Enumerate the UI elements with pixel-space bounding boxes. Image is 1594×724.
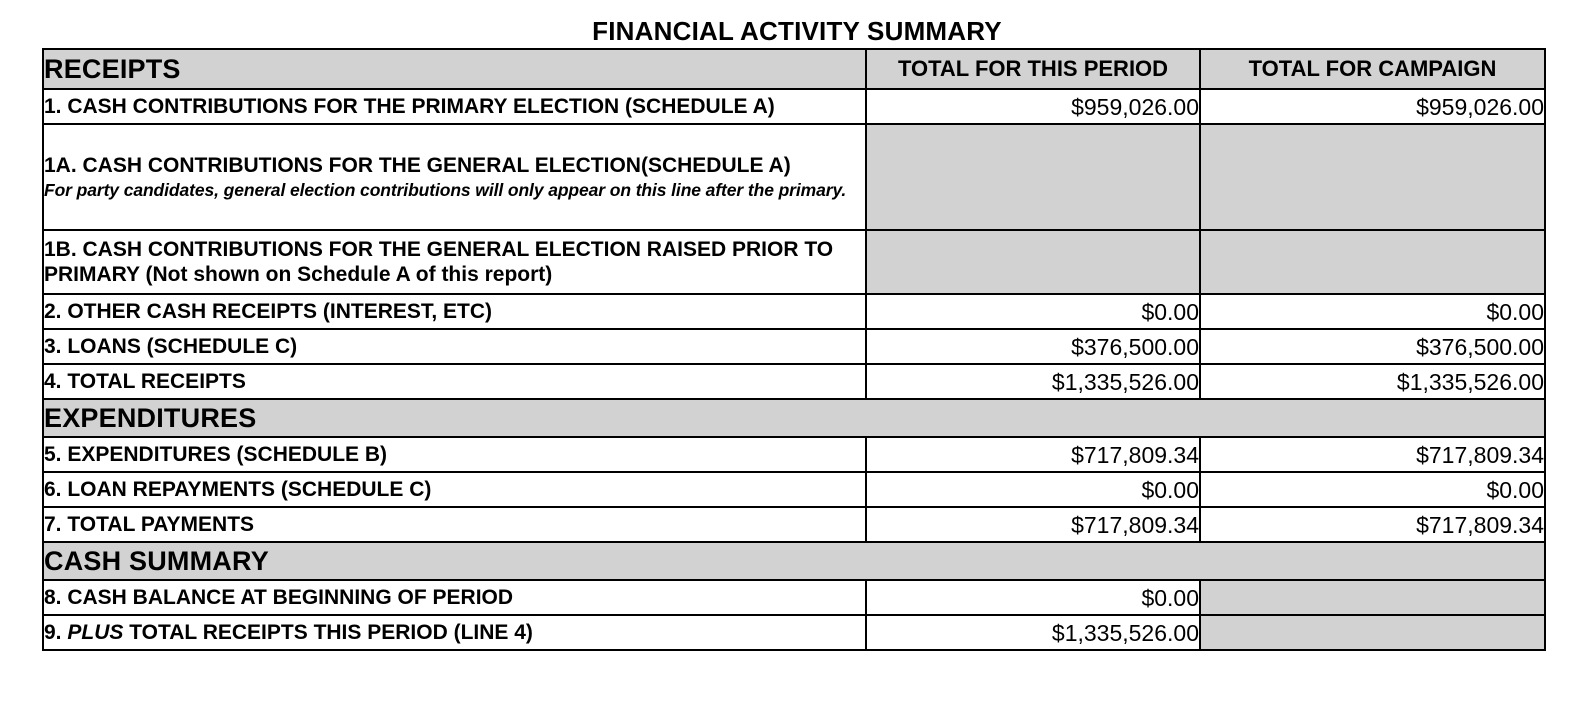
table-row — [43, 615, 1545, 650]
column-header-total-for-campaign: TOTAL FOR CAMPAIGN — [1200, 49, 1545, 89]
row-label-emphasis: PLUS — [67, 621, 124, 644]
page-title: FINANCIAL ACTIVITY SUMMARY — [592, 16, 1002, 46]
cell-total-for-this-period: $1,335,526.00 — [866, 364, 1200, 399]
cell-total-for-campaign — [1200, 580, 1545, 615]
cell-total-for-this-period — [866, 230, 1200, 294]
table-row — [43, 230, 1545, 294]
table-section-header-row — [43, 542, 1545, 580]
cell-total-for-this-period: $717,809.34 — [866, 507, 1200, 542]
cell-total-for-campaign: $0.00 — [1200, 294, 1545, 329]
row-label-text: 1B. CASH CONTRIBUTIONS FOR THE GENERAL ELECTION RAISED PRIOR TO PRIMARY (Not shown on Schedule A of this report) — [44, 238, 834, 286]
row-label-suffix: TOTAL RECEIPTS THIS PERIOD (LINE 4) — [123, 621, 533, 644]
row-label-text: 7. TOTAL PAYMENTS — [44, 513, 255, 536]
cell-total-for-this-period — [866, 124, 1200, 230]
cell-total-for-campaign: $376,500.00 — [1200, 329, 1545, 364]
row-label — [43, 507, 866, 542]
cell-total-for-campaign: $1,335,526.00 — [1200, 364, 1545, 399]
table-row — [43, 364, 1545, 399]
row-label — [43, 472, 866, 507]
row-label — [43, 615, 866, 650]
row-label — [43, 437, 866, 472]
cell-total-for-campaign: $717,809.34 — [1200, 437, 1545, 472]
table-section-header-row — [43, 399, 1545, 437]
row-label-text: 2. OTHER CASH RECEIPTS (INTEREST, ETC) — [44, 300, 493, 323]
row-label — [43, 124, 866, 230]
financial-activity-summary-table — [42, 48, 1546, 651]
column-header-receipts: RECEIPTS — [43, 49, 866, 89]
row-label-text: 8. CASH BALANCE AT BEGINNING OF PERIOD — [44, 586, 514, 609]
section-header-label: EXPENDITURES — [43, 399, 1545, 437]
row-label-text: 1. CASH CONTRIBUTIONS FOR THE PRIMARY ELECTION (SCHEDULE A) — [44, 95, 775, 118]
row-label-text: 4. TOTAL RECEIPTS — [44, 370, 246, 393]
table-row — [43, 329, 1545, 364]
cell-total-for-this-period: $0.00 — [866, 472, 1200, 507]
row-label-note: For party candidates, general election contributions will only appear on this line after the primary. — [44, 179, 847, 200]
table-row — [43, 124, 1545, 230]
row-label-text: 3. LOANS (SCHEDULE C) — [44, 335, 298, 358]
cell-total-for-campaign — [1200, 615, 1545, 650]
cell-total-for-this-period: $1,335,526.00 — [866, 615, 1200, 650]
table-row — [43, 89, 1545, 124]
cell-total-for-this-period: $717,809.34 — [866, 437, 1200, 472]
row-label — [43, 329, 866, 364]
row-label — [43, 89, 866, 124]
cell-total-for-campaign: $959,026.00 — [1200, 89, 1545, 124]
row-label-text: 6. LOAN REPAYMENTS (SCHEDULE C) — [44, 478, 432, 501]
cell-total-for-this-period: $0.00 — [866, 580, 1200, 615]
table-row — [43, 580, 1545, 615]
table-row — [43, 294, 1545, 329]
cell-total-for-campaign: $717,809.34 — [1200, 507, 1545, 542]
section-header-label: CASH SUMMARY — [43, 542, 1545, 580]
cell-total-for-campaign: $0.00 — [1200, 472, 1545, 507]
cell-total-for-this-period: $376,500.00 — [866, 329, 1200, 364]
row-label — [43, 294, 866, 329]
row-label-prefix: 9. — [44, 621, 68, 644]
table-row — [43, 472, 1545, 507]
column-header-total-for-this-period: TOTAL FOR THIS PERIOD — [866, 49, 1200, 89]
row-label — [43, 580, 866, 615]
cell-total-for-this-period: $0.00 — [866, 294, 1200, 329]
table-body — [43, 49, 1545, 650]
cell-total-for-campaign — [1200, 230, 1545, 294]
cell-total-for-campaign — [1200, 124, 1545, 230]
row-label — [43, 230, 866, 294]
table-header-row — [43, 49, 1545, 89]
row-label-text: 5. EXPENDITURES (SCHEDULE B) — [44, 443, 388, 466]
row-label-text: 1A. CASH CONTRIBUTIONS FOR THE GENERAL ELECTION(SCHEDULE A) — [44, 153, 791, 177]
table-row — [43, 507, 1545, 542]
table-row — [43, 437, 1545, 472]
cell-total-for-this-period: $959,026.00 — [866, 89, 1200, 124]
row-label — [43, 364, 866, 399]
